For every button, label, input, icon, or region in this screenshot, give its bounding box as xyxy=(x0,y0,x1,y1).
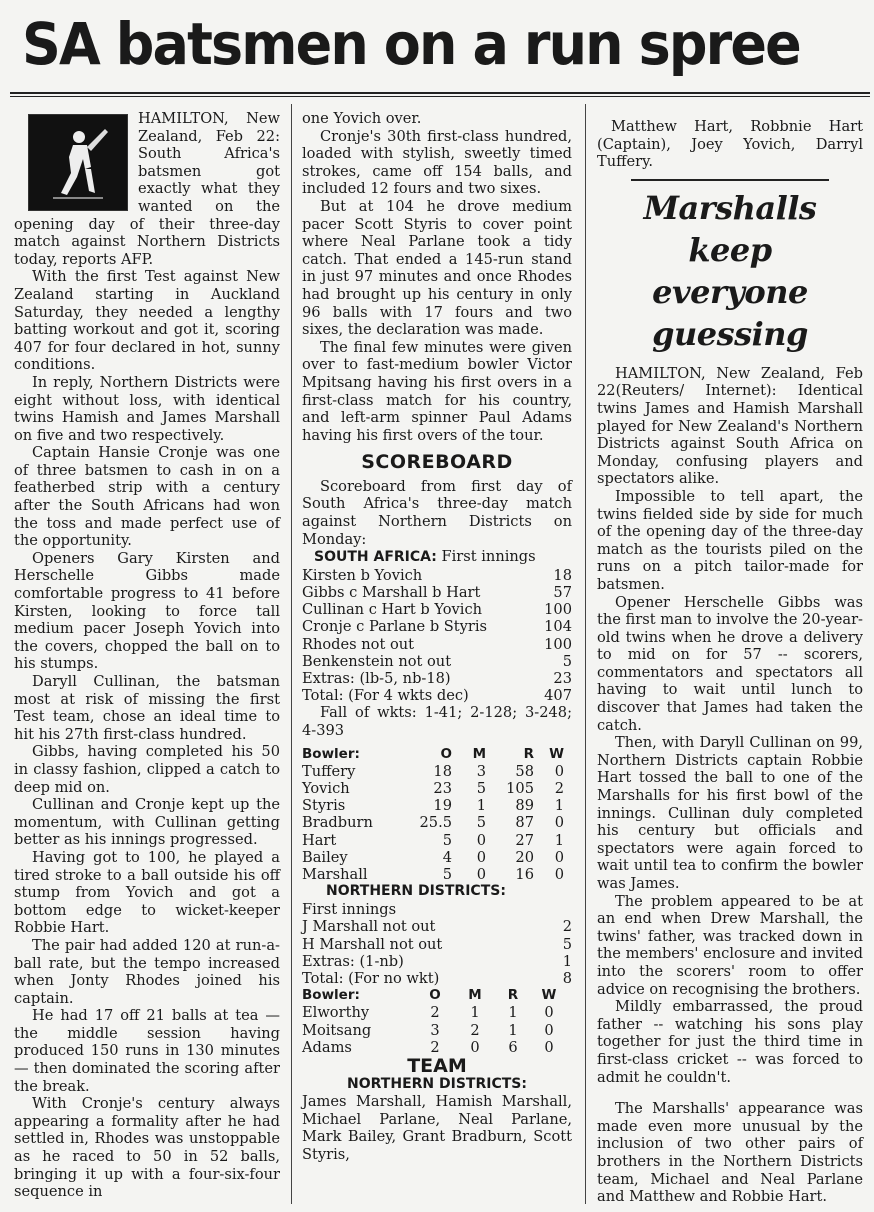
nd-bowler-o: 4 xyxy=(442,848,452,866)
main-story-para-3: In reply, Northern Districts were eight without loss, with identical twins Hamish and James Marshall on five and two respectively. xyxy=(14,373,280,444)
bowler-col-header: Bowler: xyxy=(302,745,360,762)
sa-batsman-row xyxy=(302,687,572,704)
nd-bowler-m: 0 xyxy=(476,831,486,849)
nd-bowler-m: 3 xyxy=(476,762,486,780)
sa-batsman-name: Total: (For 4 wkts dec) xyxy=(302,687,469,705)
headline: SA batsmen on a run spree xyxy=(22,10,800,78)
nd-bowler-o: 18 xyxy=(433,762,452,780)
sa-batsman-row xyxy=(302,567,572,584)
sa-batting-list xyxy=(302,567,572,705)
sa-batsman-row xyxy=(302,618,572,635)
nd-bowler-w: 0 xyxy=(554,814,564,832)
headline-rule-bottom xyxy=(10,96,870,97)
main-story-para-4: Captain Hansie Cronje was one of three batsmen to cash in on a featherbed strip with a century after the South Africans had won the toss and made perfect use of the opportunity. xyxy=(14,444,280,550)
nd-bowler-name: Yovich xyxy=(302,780,350,798)
sa-bowling-list xyxy=(302,1004,572,1056)
sa-batsman-row xyxy=(302,601,572,618)
sa-innings-label: First innings xyxy=(441,548,536,566)
sa-batsman-runs: 100 xyxy=(544,601,572,619)
sa-bowler-m: 0 xyxy=(470,1038,480,1056)
side-story-rule xyxy=(631,179,829,181)
nd-batsman-row xyxy=(302,918,572,935)
sa-batsman-name: Benkenstein not out xyxy=(302,652,452,670)
sa-batsman-runs: 18 xyxy=(553,566,572,584)
nd-bowler-r: 20 xyxy=(515,848,534,866)
nd-team-label: NORTHERN DISTRICTS: xyxy=(326,883,506,900)
team-list: James Marshall, Hamish Marshall, Michael Parlane, Neal Parlane, Mark Bailey, Grant Bradburn, Scott Styris, xyxy=(302,1093,572,1164)
main-story-para-2: With the first Test against New Zealand starting in Auckland Saturday, they needed a lengthy batting workout and got it, scoring 407 for four declared in hot, sunny conditions. xyxy=(14,268,280,374)
nd-batsman-row xyxy=(302,936,572,953)
side-headline-line-2: everyone xyxy=(652,272,808,311)
sa-bowler-o: 2 xyxy=(430,1038,440,1056)
team-label: NORTHERN DISTRICTS: xyxy=(347,1075,527,1092)
side-headline-line-1: Marshalls keep xyxy=(643,188,817,269)
nd-bowling-header xyxy=(302,746,572,763)
sa-team-label: SOUTH AFRICA: xyxy=(314,549,437,566)
maidens-col-header: M xyxy=(472,745,486,762)
nd-bowler-row xyxy=(302,780,572,797)
side-story-para-3: Opener Herschelle Gibbs was the first man to involve the 20-year-old twins when he drove a delivery to mid on for 57 -- scorers, commentators and spectators all having to wait until lunch to discover that James had taken the catch. xyxy=(597,593,863,734)
column-divider-1 xyxy=(291,104,292,1204)
sa-bowler-row xyxy=(302,1039,572,1056)
sa-bowler-w: 0 xyxy=(544,1004,554,1022)
sa-bowling-header xyxy=(302,987,572,1004)
sa-batsman-row xyxy=(302,670,572,687)
main-story-para-9: Having got to 100, he played a tired stroke to a ball outside his off stump from Yovich and got a bottom edge to wicket-keeper Robbie Hart. xyxy=(14,848,280,937)
main-story-para-12: With Cronje's century always appearing a formality after he had settled in, Rhodes was unstoppable as he raced to 50 in 52 balls, bringing it up with a four-six-four sequence in xyxy=(14,1095,280,1201)
nd-bowler-row xyxy=(302,866,572,883)
sa-batsman-row xyxy=(302,636,572,653)
nd-bowler-m: 5 xyxy=(476,814,486,832)
main-story-para-8: Cullinan and Cronje kept up the momentum, with Cullinan getting better as his innings progressed. xyxy=(14,796,280,849)
team-title: TEAM xyxy=(407,1055,467,1078)
maidens-col-header-2: M xyxy=(468,987,482,1004)
nd-bowler-row xyxy=(302,849,572,866)
sa-batsman-name: Extras: (lb-5, nb-18) xyxy=(302,670,451,688)
sa-batsman-name: Cronje c Parlane b Styris xyxy=(302,618,488,636)
sa-batsman-row xyxy=(302,653,572,670)
main-story-para-11: He had 17 off 21 balls at tea — the middle session having produced 150 runs in 130 minutes — then dominated the scoring after the break. xyxy=(14,1007,280,1095)
continued-para-4: The final few minutes were given over to fast-medium bowler Victor Mpitsang having his first overs in a first-class match for his country, and left-arm spinner Paul Adams having his first overs of the tour. xyxy=(302,338,572,444)
sa-bowler-w: 0 xyxy=(544,1038,554,1056)
nd-bowler-w: 0 xyxy=(554,866,564,884)
sa-bowler-w: 0 xyxy=(544,1021,554,1039)
batsman-silhouette-icon xyxy=(29,115,127,210)
sa-batsman-name: Rhodes not out xyxy=(302,635,415,653)
nd-bowler-name: Bradburn xyxy=(302,814,373,832)
sa-innings-heading xyxy=(302,548,572,567)
nd-bowler-w: 0 xyxy=(554,848,564,866)
nd-batsman-row xyxy=(302,953,572,970)
sa-batsman-runs: 100 xyxy=(544,635,572,653)
nd-batsman-runs: 8 xyxy=(562,970,572,988)
wickets-col-header-2: W xyxy=(541,987,557,1004)
nd-bowler-w: 1 xyxy=(554,797,564,815)
sa-bowler-name: Moitsang xyxy=(302,1021,372,1039)
continued-para-3: But at 104 he drove medium pacer Scott Styris to cover point where Neal Parlane took a tidy catch. That ended a 145-run stand in just 97 minutes and once Rhodes had brought up his century in only 96 balls with 17 fours and two sixes, the declaration was made. xyxy=(302,197,572,339)
nd-batting-list xyxy=(302,918,572,987)
nd-bowler-w: 1 xyxy=(554,831,564,849)
nd-bowler-m: 5 xyxy=(476,780,486,798)
nd-bowler-m: 0 xyxy=(476,866,486,884)
sa-bowler-name: Elworthy xyxy=(302,1004,370,1022)
side-story-para-5: The problem appeared to be at an end when Drew Marshall, the twins' father, was tracked down in the members' enclosure and invited into the scorers' room to offer advice on recognising the brothers. xyxy=(597,892,863,998)
sa-batsman-runs: 57 xyxy=(553,584,572,602)
nd-batsman-runs: 2 xyxy=(562,918,572,936)
side-story-para-1: HAMILTON, New Zealand, Feb 22(Reuters/ Internet): Identical twins James and Hamish Marshall played for New Zealand's Northern Districts against South Africa on Monday, confusing players and spectators alike. xyxy=(597,364,863,488)
nd-bowler-r: 16 xyxy=(515,866,534,884)
bowler-col-header-2: Bowler: xyxy=(302,987,360,1004)
main-story-para-1: HAMILTON, New Zealand, Feb 22: South Africa's batsmen got exactly what they wanted on the opening day of their three-day match against Northern Districts today, reports AFP. xyxy=(14,110,280,268)
sa-bowler-row xyxy=(302,1022,572,1039)
nd-bowler-r: 87 xyxy=(515,814,534,832)
side-story-para-2: Impossible to tell apart, the twins fielded side by side for much of the opening day of the three-day match as the tourists piled on the runs on a pitch tailor-made for batsmen. xyxy=(597,487,863,593)
wickets-col-header: W xyxy=(549,745,564,762)
scoreboard-intro: Scoreboard from first day of South Africa's three-day match against Northern Districts on Monday: xyxy=(302,477,572,548)
nd-bowler-row xyxy=(302,832,572,849)
runs-col-header-2: R xyxy=(507,987,519,1004)
nd-bowler-r: 27 xyxy=(515,831,534,849)
nd-bowler-name: Bailey xyxy=(302,848,348,866)
sa-batsman-runs: 104 xyxy=(544,618,572,636)
nd-batsman-runs: 5 xyxy=(562,935,572,953)
sa-batsman-runs: 5 xyxy=(562,652,572,670)
main-story-para-10: The pair had added 120 at run-a-ball rate, but the tempo increased when Jonty Rhodes joined his captain. xyxy=(14,936,280,1007)
overs-col-header-2: O xyxy=(429,987,441,1004)
main-story-column xyxy=(14,110,280,1201)
sa-batsman-name: Cullinan c Hart b Yovich xyxy=(302,601,483,619)
nd-batsman-row xyxy=(302,970,572,987)
nd-bowler-w: 0 xyxy=(554,762,564,780)
nd-bowler-r: 105 xyxy=(506,780,534,798)
column-divider-2 xyxy=(585,104,586,1204)
fall-of-wickets: Fall of wkts: 1-41; 2-128; 3-248; 4-393 xyxy=(302,704,572,740)
sa-bowler-o: 3 xyxy=(430,1021,440,1039)
main-story-para-5: Openers Gary Kirsten and Herschelle Gibbs made comfortable progress to 41 before Kirsten, looking to force tall medium pacer Joseph Yovich into the covers, chopped the ball on to his stumps. xyxy=(14,549,280,673)
nd-batsman-runs: 1 xyxy=(562,952,572,970)
sa-bowler-name: Adams xyxy=(302,1038,352,1056)
continued-para-2: Cronje's 30th first-class hundred, loaded with stylish, sweetly timed strokes, came off 154 balls, and included 12 fours and two sixes. xyxy=(302,127,572,198)
nd-bowling-list xyxy=(302,763,572,883)
nd-bowler-row xyxy=(302,763,572,780)
nd-bowler-o: 5 xyxy=(442,866,452,884)
runs-col-header: R xyxy=(523,745,534,762)
nd-bowler-name: Hart xyxy=(302,831,337,849)
main-story-para-6: Daryll Cullinan, the batsman most at risk of missing the first Test team, chose an ideal time to hit his 27th first-class hundred. xyxy=(14,673,280,743)
sa-bowler-m: 1 xyxy=(470,1004,480,1022)
side-story-para-6: Mildly embarrassed, the proud father -- watching his sons play together for just the third time in first-class cricket -- was forced to admit he couldn't. xyxy=(597,998,863,1086)
team-list-continued: Matthew Hart, Robbnie Hart (Captain), Joey Yovich, Darryl Tuffery. xyxy=(597,118,863,171)
scoreboard-title: SCOREBOARD xyxy=(361,451,513,474)
nd-bowler-name: Marshall xyxy=(302,866,368,884)
nd-bowler-w: 2 xyxy=(554,780,564,798)
continued-para-1: one Yovich over. xyxy=(302,110,422,127)
sa-bowler-r: 1 xyxy=(508,1021,518,1039)
nd-bowler-m: 0 xyxy=(476,848,486,866)
nd-bowler-row xyxy=(302,797,572,814)
nd-batsman-name: J Marshall not out xyxy=(302,918,436,936)
nd-batsman-name: H Marshall not out xyxy=(302,935,443,953)
sa-bowler-o: 2 xyxy=(430,1004,440,1022)
nd-batsman-name: Total: (For no wkt) xyxy=(302,970,440,988)
sa-batsman-runs: 407 xyxy=(544,687,572,705)
nd-bowler-m: 1 xyxy=(476,797,486,815)
sa-bowler-r: 6 xyxy=(508,1038,518,1056)
sa-batsman-name: Gibbs c Marshall b Hart xyxy=(302,584,481,602)
side-story-para-7: The Marshalls' appearance was made even more unusual by the inclusion of two other pairs of brothers in the Northern Districts team, Michael and Neal Parlane and Matthew and Robbie Hart. xyxy=(597,1100,863,1206)
overs-col-header: O xyxy=(440,745,452,762)
nd-bowler-o: 5 xyxy=(442,831,452,849)
nd-innings-label: First innings xyxy=(302,900,397,918)
nd-bowler-o: 23 xyxy=(433,780,452,798)
side-story-column xyxy=(597,118,863,1206)
nd-bowler-o: 25.5 xyxy=(419,814,452,832)
nd-bowler-name: Tuffery xyxy=(302,762,356,780)
sa-batsman-name: Kirsten b Yovich xyxy=(302,566,423,584)
nd-bowler-name: Styris xyxy=(302,797,346,815)
sa-bowler-row xyxy=(302,1004,572,1021)
headline-rule-top xyxy=(10,92,870,94)
nd-batsman-name: Extras: (1-nb) xyxy=(302,952,404,970)
nd-bowler-r: 58 xyxy=(515,762,534,780)
continuation-column xyxy=(302,110,572,1164)
main-story-para-7: Gibbs, having completed his 50 in classy fashion, clipped a catch to deep mid on. xyxy=(14,743,280,796)
sa-batsman-runs: 23 xyxy=(553,670,572,688)
sa-bowler-r: 1 xyxy=(508,1004,518,1022)
side-headline-line-3: guessing xyxy=(652,314,808,353)
nd-bowler-row xyxy=(302,814,572,831)
sa-bowler-m: 2 xyxy=(470,1021,480,1039)
sa-batsman-row xyxy=(302,584,572,601)
cricket-player-photo xyxy=(28,114,128,211)
nd-bowler-r: 89 xyxy=(515,797,534,815)
nd-bowler-o: 19 xyxy=(433,797,452,815)
side-story-para-4: Then, with Daryll Cullinan on 99, Northern Districts captain Robbie Hart tossed the ball to one of the Marshalls for his first bowl of the innings. Cullinan duly completed his century but officials and spectators were again forced to wait until tea to confirm the bowler was James. xyxy=(597,734,863,892)
side-story-headline xyxy=(597,187,863,355)
